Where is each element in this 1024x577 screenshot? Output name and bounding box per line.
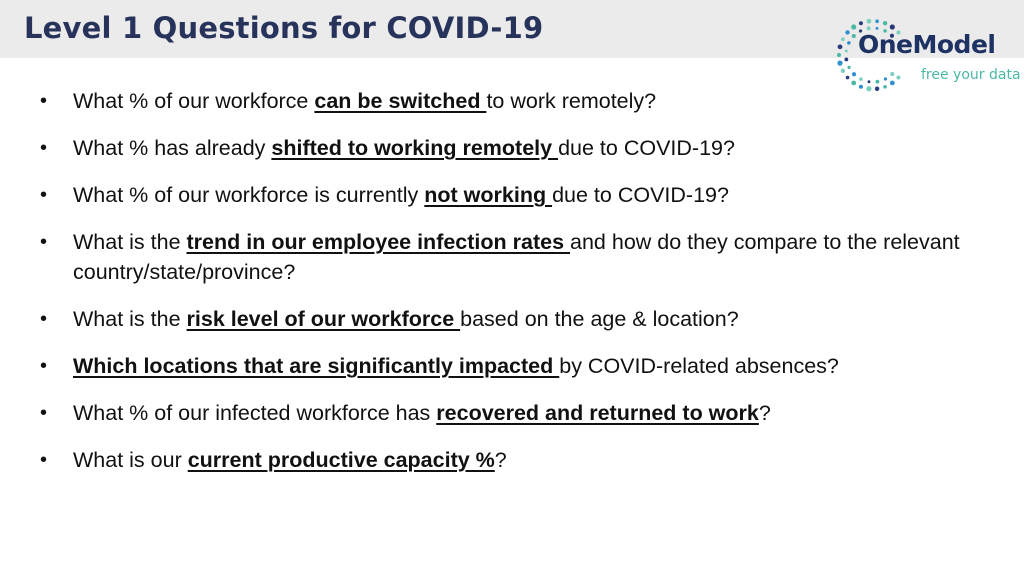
question-emphasis: trend in our employee infection rates <box>186 230 571 254</box>
question-text: What is our <box>73 448 188 472</box>
question-emphasis: current productive capacity % <box>187 448 495 472</box>
question-text: based on the age & location? <box>460 307 739 331</box>
logo-dot <box>841 69 845 73</box>
logo-dot <box>890 72 894 76</box>
question-emphasis: recovered and returned to work <box>436 401 759 425</box>
logo-dot <box>884 77 887 80</box>
logo-dot <box>844 57 848 61</box>
question-item <box>38 445 968 475</box>
logo-dot <box>859 77 863 81</box>
logo-dot <box>845 30 849 34</box>
logo-dot <box>847 66 850 69</box>
question-item <box>38 227 968 287</box>
logo-dot <box>841 37 845 41</box>
question-text: What is the <box>73 230 187 254</box>
question-text: What % has already <box>73 136 272 160</box>
logo-dot <box>851 24 856 29</box>
logo-dot <box>896 76 900 80</box>
question-text: ? <box>494 448 507 472</box>
onemodel-logo <box>834 16 1021 94</box>
question-text: to work remotely? <box>486 89 657 113</box>
question-text: What is the <box>73 307 187 331</box>
question-text: What % of our workforce <box>73 89 315 113</box>
question-item <box>38 133 968 163</box>
logo-dot <box>859 21 863 25</box>
logo-tagline: free your data <box>921 67 1021 83</box>
question-item <box>38 180 968 210</box>
question-text: by COVID-related absences? <box>559 354 839 378</box>
logo-dot <box>837 61 842 66</box>
logo-dot <box>890 24 895 29</box>
logo-dot <box>875 19 879 23</box>
slide-title: Level 1 Questions for COVID-19 <box>24 11 544 45</box>
logo-dot <box>851 81 856 86</box>
question-emphasis: Which locations that are significantly impacted <box>73 354 560 378</box>
question-text: What % of our workforce is currently <box>73 183 425 207</box>
logo-dot <box>890 81 895 86</box>
question-item <box>38 398 968 428</box>
logo-dot <box>875 80 879 84</box>
logo-dot <box>838 44 843 49</box>
question-text: due to COVID-19? <box>552 183 729 207</box>
logo-dot <box>837 53 841 57</box>
logo-dot <box>883 21 887 25</box>
logo-dot <box>868 80 871 83</box>
question-emphasis: not working <box>424 183 553 207</box>
question-item <box>38 351 968 381</box>
question-text: due to COVID-19? <box>558 136 735 160</box>
logo-wordmark: OneModel <box>858 30 996 59</box>
question-item <box>38 86 968 116</box>
question-list <box>38 86 968 492</box>
logo-dot <box>867 19 872 24</box>
question-text: and how do they compare to the relevant country/state/province? <box>73 230 960 284</box>
logo-dot <box>847 41 851 45</box>
question-item <box>38 304 968 334</box>
question-text: ? <box>758 401 771 425</box>
logo-dot <box>846 76 850 80</box>
question-emphasis: shifted to working remotely <box>271 136 559 160</box>
question-text: What % of our infected workforce has <box>73 401 437 425</box>
question-emphasis: can be switched <box>314 89 487 113</box>
logo-dot <box>845 50 848 53</box>
logo-dot <box>852 34 856 38</box>
logo-dot <box>852 72 856 76</box>
question-emphasis: risk level of our workforce <box>186 307 461 331</box>
